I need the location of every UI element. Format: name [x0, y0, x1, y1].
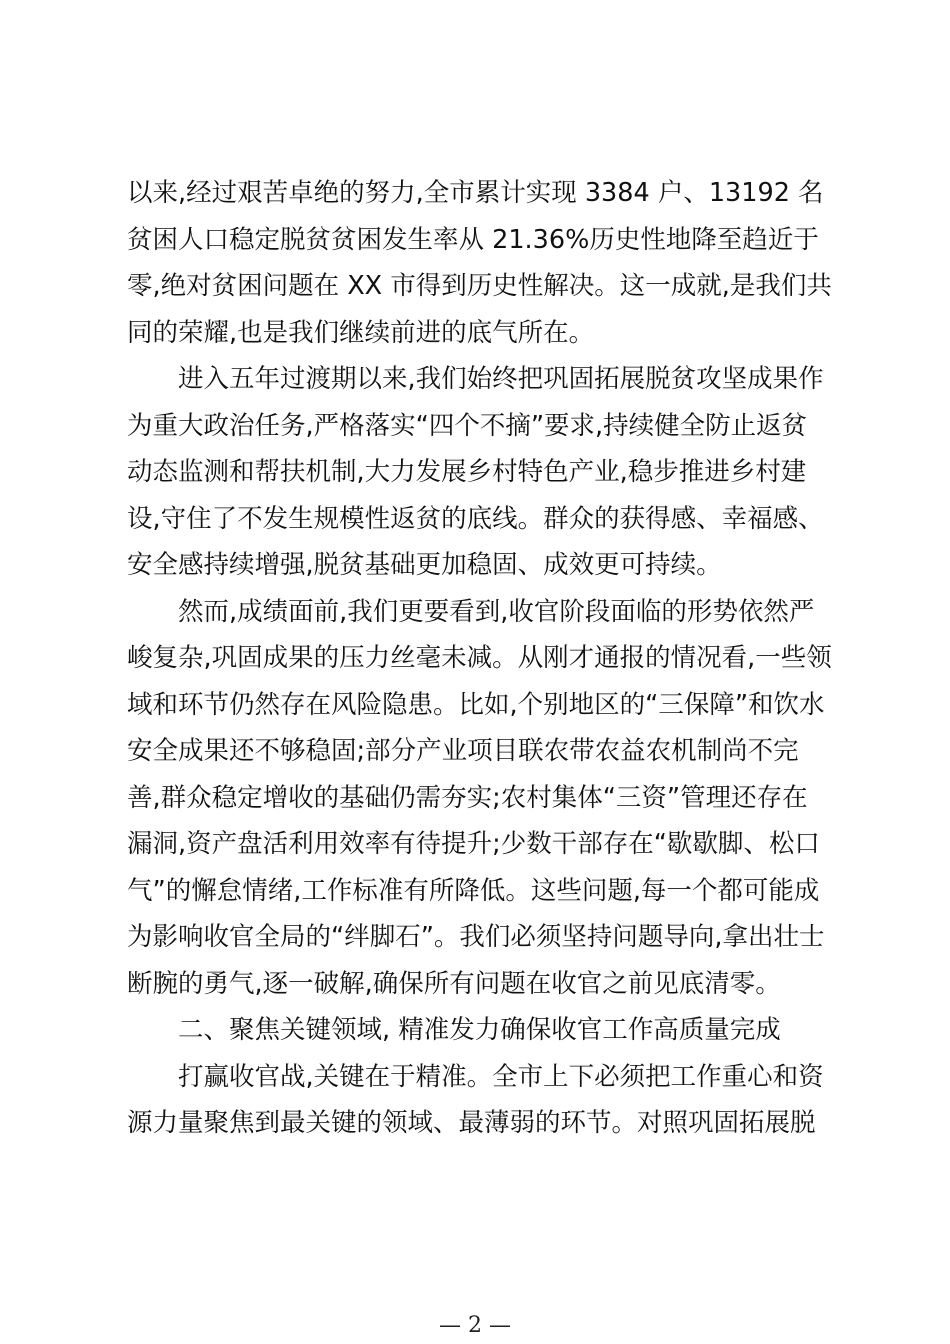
text-line: 气”的懈怠情绪,工作标准有所降低。这些问题,每一个都可能成: [127, 875, 820, 906]
text-line: 源力量聚焦到最关键的领域、最薄弱的环节。对照巩固拓展脱: [127, 1108, 816, 1138]
text-line: 贫困人口稳定脱贫贫困发生率从 21.36%历史性地降至趋近于: [127, 224, 819, 255]
text-line: 域和环节仍然存在风险隐患。比如,个别地区的“三保障”和饮水: [127, 689, 825, 720]
text-line: 打赢收官战,关键在于精准。全市上下必须把工作重心和资: [178, 1061, 824, 1092]
text-line: 同的荣耀,也是我们继续前进的底气所在。: [127, 317, 595, 348]
text-line: 为影响收官全局的“绊脚石”。我们必须坚持问题导向,拿出壮士: [127, 922, 825, 952]
text-line: 以来,经过艰苦卓绝的努力,全市累计实现 3384 户、13192 名: [127, 178, 824, 208]
text-line: 然而,成绩面前,我们更要看到,收官阶段面临的形势依然严: [178, 596, 815, 627]
text-line: 进入五年过渡期以来,我们始终把巩固拓展脱贫攻坚成果作: [178, 364, 824, 394]
text-line: 设,守住了不发生规模性返贫的底线。群众的获得感、幸福感、: [127, 503, 824, 534]
body-text: [127, 170, 832, 1147]
text-line: 断腕的勇气,逐一破解,确保所有问题在收官之前见底清零。: [127, 968, 781, 999]
text-line: 动态监测和帮扶机制,大力发展乡村特色产业,稳步推进乡村建: [127, 457, 807, 487]
text-line: 峻复杂,巩固成果的压力丝毫未减。从刚才通报的情况看,一些领: [127, 643, 832, 673]
text-line: 善,群众稳定增收的基础仍需夯实;农村集体“三资”管理还存在: [127, 782, 808, 813]
text-line: 安全成果还不够稳固;部分产业项目联农带农益农机制尚不完: [127, 736, 799, 766]
text-line: 为重大政治任务,严格落实“四个不摘”要求,持续健全防止返贫: [127, 410, 808, 441]
text-line: 二、聚焦关键领域, 精准发力确保收官工作高质量完成: [178, 1015, 781, 1045]
text-line: 安全感持续增强,脱贫基础更加稳固、成效更可持续。: [127, 550, 722, 580]
text-line: 漏洞,资产盘活利用效率有待提升;少数干部存在“歇歇脚、松口: [127, 829, 820, 859]
text-line: 零,绝对贫困问题在 XX 市得到历史性解决。这一成就,是我们共: [127, 271, 832, 301]
page-number: — 2 —: [439, 1313, 511, 1338]
